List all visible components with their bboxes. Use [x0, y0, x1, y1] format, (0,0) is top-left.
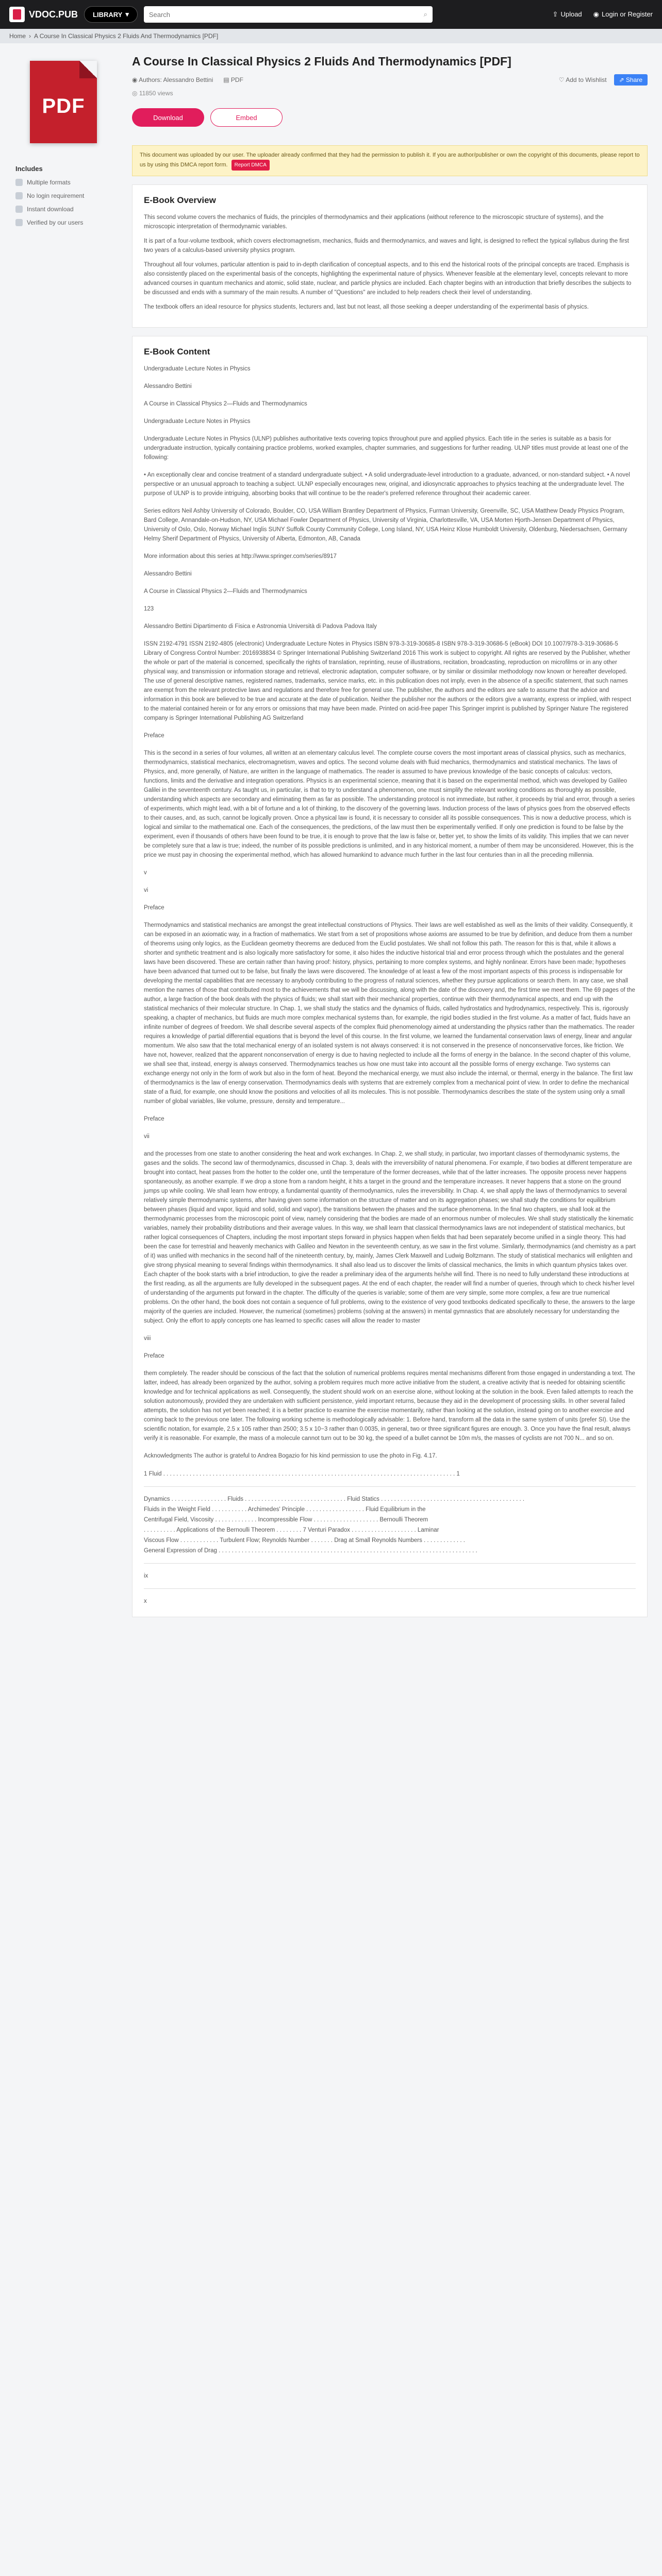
header-actions [553, 10, 653, 19]
overview-paragraph: It is part of a four-volume textbook, which covers electromagnetism, mechanics, fluids and thermodynamics, and waves and light, is designed to reflect the typical syllabus during the first two years of a calculus-based university physics program. [144, 238, 629, 253]
content-paragraph: Acknowledgments The author is grateful to Andrea Bogazio for his kind permission to use the photo in Fig. 4.17. [144, 1453, 437, 1459]
check-icon [15, 206, 23, 213]
cover-fold [79, 61, 97, 78]
site-name: VDOC.PUB [29, 9, 78, 20]
content-card [132, 336, 648, 1617]
share-button[interactable] [614, 74, 648, 86]
content-paragraph: Alessandro Bettini Dipartimento di Fisica e Astronomia Università di Padova Padova Italy [144, 623, 377, 630]
content-paragraph: vi [144, 887, 148, 893]
overview-paragraph: Throughout all four volumes, particular attention is paid to in-depth clarification of conceptual aspects, and to this end the historical roots of the principal concepts are traced. Emphasis is also consistently placed on the experimental basis of the concepts, highlighting the experimental nature of physics. Whenever feasible at the elementary level, concepts relevant to more advanced courses in quantum mechanics and atomic, solid state, nuclear, and particle physics are included. Each chapter begins with an introduction that briefly describes the subjects to be discussed and ends with a summary of the main results. A number of "Questions" are included to help readers check their level of understanding. [144, 262, 632, 296]
content-paragraph: A Course in Classical Physics 2—Fluids and Thermodynamics [144, 401, 307, 407]
toc-line: Dynamics . . . . . . . . . . . . . . . . . Fluids . . . . . . . . . . . . . . . . . . . . . . . . . . . . . . . Fluid Statics . . . . . . . . . . . . . . . . . . . . . . . . . . . . . . . . . . . . . . . . . . . . [144, 1496, 525, 1502]
library-dropdown-button[interactable] [84, 6, 138, 23]
site-logo[interactable] [9, 7, 78, 22]
content-paragraph: Thermodynamics and statistical mechanics are amongst the great intellectual constructions of Physics. Their laws are well established as well as the limits of their validity. Consequently, it can be exposed in an axiomatic way, in a fraction of mathematics. We start from a set of propositions whose axioms are assumed to be true by definition, and deduce from them a number of theorems using only logics, as the Euclidean geometry theorems are deduced from the Euclid postulates. We shall not follow this path. The reason for this is that, while it allows a shorter and synthetic treatment and is also logically more satisfactory for some, it also hides the inductive historical trial and error process through which the postulates and the general laws have been discovered. These are certain rather than having proof: history, physics, pertaining to more complex systems, and highly nonlinear. Errors have been made; hypotheses have been advanced that turned out to be false, but finally the laws were discovered. The knowledge of at least a few of the most important aspects of this process is indispensable for developing the mental capabilities that are necessary to anybody contributing to the progress of natural sciences, whether they pursue applications or search them. In any case, we shall mention the names of those that contributed most to the achievements that we will be discussing, along with the date of the discovery and, the first time we meet them. The 69 pages of the author, a large fraction of the book deals with the physics of fluids; we shall start with their mechanical properties, continue with their thermodynamical aspects, and end up with the statistical mechanics of their molecular structure. In Chap. 1, we shall study the statics and the dynamics of fluids, called hydrostatics and hydrodynamics, respectively. This is, rigorously speaking, a chapter of mechanics, but fluids are much more complex mechanical systems than, for example, the rigid bodies studied in the first volume. As a matter of fact, fluids have an infinite number of degrees of freedom. We shall describe several aspects of the complex fluid phenomenology aimed at understanding the physics rather than the mathematics. The reader requires a knowledge of partial differential equations that is beyond the level of this course. In the first volume, we learned the fundamental conservation laws of energy, linear and angular momentum. We also saw that the total mechanical energy of an isolated system is not always conserved: it is not conserved in the presence of nonconservative forces, like friction. We have not, however, realized that the apparent nonconservation of energy is due to having neglected to include all the forms of energy in the balance. In the second chapter of this volume, we shall see that, instead, energy is always conserved. Thermodynamics teaches us how one must take into account all the possible forms of energy exchange. Two systems can exchange energy not only in the form of work but also in the form of heat. Beyond the mechanical energy, we must also include the internal, or thermal, energy in the balance. The first law of thermodynamics is the law of energy conservation. Thermodynamics deals with systems that are extremely complex from a mechanical point of view. In order to define the mechanical state of a fluid, for example, one should know the positions and velocities of all its molecules. This is not possible. Thermodynamics describes the state of the system using only a small number of global variables, like volume, pressure, density and temperature... [144, 922, 635, 1105]
wishlist-label: Add to Wishlist [566, 76, 607, 83]
search-icon[interactable]: ⌕ [423, 10, 427, 18]
upload-link[interactable] [553, 10, 582, 19]
content-paragraph: This is the second in a series of four volumes, all written at an elementary calculus level. The complete course covers the most important areas of classical physics, such as mechanics, thermodynamics, statistical mechanics, electromagnetism, waves and optics. The second volume deals with fluid mechanics, thermodynamics and statistical mechanics. The laws of Physics, and, more generally, of Nature, are written in the language of mathematics. The reader is assumed to have previous knowledge of the basic concepts of calculus: vectors, functions, limits and the derivative and integration operations. Physics is an experimental science, meaning that it is based on the experimental method, which was developed by Galileo Galilei in the seventeenth century. As taught us, in particular, is that to try to understand a phenomenon, one must simplify the relevant working conditions as thoroughly as possible, understanding which aspects are secondary and eliminating them as far as possible. The understanding protocol is not immediate, but rather, it proceeds by trial and error, through a series of experiments, which might lead, with a bit of fortune and a lot of thinking, to the discovery of the governing laws. Induction process of the laws of physics goes from the observed effects to their causes, and, as such, cannot be logically proven. Once a physical law is found, it is necessary to consider all its possible consequences. This is now a deductive process, which is logical and similar to the mathematical one. Each of the consequences, the predictions, of the law must then be experimentally verified. If only one prediction is found to be false by the experiment, even if thousands of others have been found to be true, it is enough to prove that the law is false or, better yet, to show the limits of its validity. This implies that we can never be completely sure that a law is true; indeed, the number of its possible predictions is unlimited, and in any historical moment, a number of them may be unconsidered. However, this is the price we must pay in choosing the experimental method, which has allowed humankind to advance much further in the last four centuries than in all the preceding millennia. [144, 750, 635, 858]
top-navigation-bar [0, 0, 662, 29]
content-paragraph: Alessandro Bettini [144, 383, 192, 389]
content-paragraph: and the processes from one state to another considering the heat and work exchanges. In Chap. 2, we shall study, in particular, two important classes of thermodynamic systems, the gases and the solids. The second law of thermodynamics, discussed in Chap. 3, deals with the irreversibility of natural phenomena. For example, if two bodies at different temperature are brought into contact, heat passes from the hotter to the colder one, until the temperature of the former decreases, while that of the latter increases. The opposite process never happens spontaneously, as another example. If we drop a stone from a random height, it hits a target in the ground and the temperature increases. It never happens that a stone on the ground jumps up while cooling. We shall learn how entropy, a fundamental quantity of thermodynamics, rules the irreversibility. In Chap. 4, we shall apply the laws of thermodynamics to several relatively simple thermodynamic systems, after having given some information on the structure of matter and on its aggregation phases; we shall study the conditions for equilibrium between phases (liquid and vapor, liquid and solid, solid and vapor), the transitions between the phases and the surface phenomena. In the final two chapters, we shall look at the thermodynamic processes from the microscopic point of view, namely considering that the bodies are made of an enormous number of molecules. We shall study statistically the kinematic variables, namely their probability distributions and their average values. In this way, we shall learn that classical thermodynamics laws are not independent of statistical mechanics, but rather logical consequences of Chapters, including the most important steps forward in physics happen when fields that had been separately become unified in a single theory. This had been the case for terrestrial and heavenly mechanics with Galileo and Newton in the seventeenth century, as we saw in the first volume. Similarly, thermodynamics (and chemistry as a part of it) was unified with mechanics in the second half of the nineteenth century, by, mainly, James Clerk Maxwell and Ludwig Boltzmann. The study of statistical mechanics will enlighten and give strong physical meaning to several findings within thermodynamics. It shall also lead us to discover the limits of classical mechanics, the limits in which quantum physics takes over. Each chapter of the book starts with a brief introduction, to give the reader a preliminary idea of the arguments he/she will find. There is no need to fully understand these introductions at the first reading, as all the arguments are fully developed in the subsequent pages. At the end of each chapter, the reader will find a number of queries, through which to check his/her level of understanding of the arguments put forward in the chapter. The difficulty of the queries is variable; some of them are very simple, some more complex, a few are true numerical problems. On the other hand, the book does not contain a sequence of full problems, owing to the existence of very good textbooks dedicated specifically to these, the answers to the large majority of the queries are included. However, the numerical (sometimes) problems (solving at the answers) in mental gymnastics that are absolutely necessary for understanding the subject. Only the effort to apply concepts one has learned to specific cases will allow the reader to master [144, 1151, 636, 1324]
share-icon: ⇗ [619, 76, 626, 83]
page-number: ix [144, 1573, 148, 1579]
content-paragraph: Undergraduate Lecture Notes in Physics (ULNP) publishes authoritative texts covering topics throughout pure and applied physics. Each title in the series is suitable as a basis for undergraduate instruction, typically containing practice problems, worked examples, chapter summaries, and suggestions for further reading. ULNP titles must provide at least one of the following: [144, 436, 628, 461]
format-text: PDF [230, 76, 243, 83]
include-label: Multiple formats [27, 179, 71, 186]
toc-line: Centrifugal Field, Viscosity . . . . . . . . . . . . . Incompressible Flow . . . . . . . . . . . . . . . . . . . . Bernoulli Theorem [144, 1517, 428, 1523]
breadcrumb-current: A Course In Classical Physics 2 Fluids And Thermodynamics [PDF] [34, 32, 219, 40]
file-icon: ▤ [223, 76, 231, 83]
user-icon: ◉ [132, 76, 139, 83]
upload-label: Upload [560, 10, 582, 18]
breadcrumb-home[interactable]: Home [9, 32, 26, 40]
search-box [144, 6, 433, 23]
includes-title: Includes [15, 165, 43, 173]
content-paragraph: 123 [144, 606, 154, 612]
content-paragraph: A Course in Classical Physics 2—Fluids and Thermodynamics [144, 588, 307, 595]
content-paragraph: Undergraduate Lecture Notes in Physics [144, 418, 251, 425]
include-label: Instant download [27, 206, 74, 213]
notice-text: This document was uploaded by our user. The uploader already confirmed that they had the permission to publish it. If you are author/publisher or own the copyright of this documents, please report to us by using this DMCA report form. [140, 152, 640, 168]
embed-button[interactable]: Embed [210, 108, 283, 127]
include-item [15, 206, 119, 213]
content-paragraph: ISSN 2192-4791 ISSN 2192-4805 (electronic) Undergraduate Lecture Notes in Physics ISBN 978-3-319-30685-8 ISBN 978-3-319-30686-5 (eBook) DOI 10.1007/978-3-319-30686-5 Library of Congress Control Number: 2016938834 © Springer International Publishing Switzerland 2016 This work is subject to copyright. All rights are reserved by the Publisher, whether the whole or part of the material is concerned, specifically the rights of translation, reprinting, reuse of illustrations, recitation, broadcasting, reproduction on microfilms or in any other physical way, and transmission or information storage and retrieval, electronic adaptation, computer software, or by similar or dissimilar methodology now known or hereafter developed. The use of general descriptive names, registered names, trademarks, service marks, etc. in this publication does not imply, even in the absence of a specific statement, that such names are exempt from the relevant protective laws and regulations and therefore free for general use. The publisher, the authors and the editors are safe to assume that the advice and information in this book are believed to be true and accurate at the date of publication. Neither the publisher nor the authors or the editors give a warranty, express or implied, with respect to the material contained herein or for any errors or omissions that may have been made. Printed on acid-free paper This Springer imprint is published by Springer Nature The registered company is Springer International Publishing AG Switzerland [144, 641, 632, 721]
page-body [0, 43, 662, 1617]
overview-paragraph: This second volume covers the mechanics of fluids, the principles of thermodynamics and their applications (without reference to the microscopic structure of systems), and the microscopic interpretation of thermodynamic variables. [144, 214, 604, 230]
upload-icon: ⇪ [552, 10, 558, 18]
content-paragraph: Undergraduate Lecture Notes in Physics [144, 366, 251, 372]
content-paragraph: Preface [144, 905, 164, 911]
download-button[interactable]: Download [132, 108, 204, 127]
content-paragraph: Preface [144, 733, 164, 739]
toc-chapter-line: 1 Fluid . . . . . . . . . . . . . . . . . . . . . . . . . . . . . . . . . . . . . . . . . . . . . . . . . . . . . . . . . . . . . . . . . . . . . . . . . . . . . . . . . . . . . . . . . 1 [144, 1471, 460, 1477]
breadcrumb [0, 29, 662, 43]
user-icon: ◉ [593, 10, 599, 18]
content-heading: E-Book Content [144, 347, 210, 357]
content-paragraph: Alessandro Bettini [144, 571, 192, 577]
check-icon [15, 179, 23, 186]
content-paragraph: viii [144, 1335, 151, 1342]
overview-heading: E-Book Overview [144, 195, 216, 205]
share-label: Share [625, 76, 642, 83]
cover-format-text: PDF [42, 95, 85, 117]
content-paragraph: them completely. The reader should be conscious of the fact that the solution of numerical problems requires mental mechanisms different from those engaged in understanding a text. The latter, indeed, has already been organized by the author, solving a problem requires much more active initiative from the student, a creative activity that is needed for obtaining scientific knowledge and for technical applications as well. Consequently, the student should work on an exercise alone, without looking at the solution in the book. Even failed attempts to reach the solution autonomously, provided they are undertaken with sufficient persistence, yield important returns, because they aid in the development of processing skills. In other several failed attempts, the solution has not yet been reached; it is a better practice to examine the exercise momentarily, rather than looking at the solution, instead going on to another exercise and coming back to the previous one later. The following working scheme is methodologically advisable: 1. Before hand, transform all the data in the same system of units (prefer SI). Use the scientific notation, for example, 2.5 x 105 rather than 2500; 3.5 x 10−3 rather than 0.0035, in general, two or three significant figures are enough. 3. Once you have the final result, always verify it is reasonable. For example, the mass of a molecule cannot turn out to be 30 kg, the speed of a bullet cannot be 10m m/s, the masses of cyclists are not 700 N... and so on. [144, 1370, 635, 1442]
format [223, 76, 243, 83]
main-content [132, 54, 648, 1617]
meta-actions [559, 74, 648, 86]
check-icon [15, 219, 23, 226]
include-label: No login requirement [27, 192, 85, 199]
divider [144, 1588, 636, 1589]
report-dmca-button[interactable]: Report DMCA [231, 160, 270, 171]
overview-card [132, 184, 648, 328]
overview-paragraph: The textbook offers an ideal resource for physics students, lecturers and, last but not least, all those seeking a deeper understanding of the experimental basis of physics. [144, 304, 589, 310]
toc-line: . . . . . . . . . . Applications of the Bernoulli Theorem . . . . . . . . 7 Venturi Paradox . . . . . . . . . . . . . . . . . . . . Laminar [144, 1527, 439, 1533]
content-paragraph: v [144, 870, 147, 876]
include-item [15, 219, 119, 226]
eye-icon: ◎ [132, 90, 139, 97]
check-icon [15, 192, 23, 199]
content-paragraph: • An exceptionally clear and concise treatment of a standard undergraduate subject. • A solid undergraduate-level introduction to a graduate, advanced, or non-standard subject. • A novel perspective or an unusual approach to teaching a subject. ULNP especially encourages new, original, and idiosyncratic approaches to physics teaching at the undergraduate level. The purpose of ULNP is to provide intriguing, absorbing books that will continue to be the reader's preferred reference throughout their academic career. [144, 472, 630, 497]
login-label: Login or Register [602, 10, 653, 18]
divider [144, 1563, 636, 1564]
views-count [132, 90, 648, 97]
authors-text[interactable]: Authors: Alessandro Bettini [139, 76, 213, 83]
authors [132, 76, 213, 83]
logo-icon [9, 7, 25, 22]
login-link[interactable] [593, 10, 653, 19]
content-paragraph: More information about this series at http://www.springer.com/series/8917 [144, 553, 337, 560]
table-of-contents [144, 1469, 636, 1606]
content-paragraph: vii [144, 1133, 150, 1140]
content-paragraph: Series editors Neil Ashby University of Colorado, Boulder, CO, USA William Brantley Department of Physics, Furman University, Greenville, SC, USA Matthew Deady Physics Program, Bard College, Annandale-on-Hudson, NY, USA Michael Fowler Department of Physics, University of Virginia, Charlottesville, VA, USA Morten Hjorth-Jensen Department of Physics, University of Oslo, Oslo, Norway Michael Inglis SUNY Suffolk County Community College, Long Island, NY, USA Heinz Klose Humboldt University, Oldenburg, Niedersachsen, Germany Helmy Sherif Department of Physics, University of Alberta, Edmonton, AB, Canada [144, 508, 627, 542]
book-meta [132, 74, 648, 86]
sidebar [15, 54, 119, 1617]
include-item [15, 179, 119, 186]
include-item [15, 192, 119, 199]
toc-line: Viscous Flow . . . . . . . . . . . . Turbulent Flow; Reynolds Number . . . . . . . Drag at Small Reynolds Numbers . . . . . . . . . . . . . [144, 1537, 465, 1544]
toc-line: General Expression of Drag . . . . . . . . . . . . . . . . . . . . . . . . . . . . . . . . . . . . . . . . . . . . . . . . . . . . . . . . . . . . . . . . . . . . . . . . . . . . . . . [144, 1548, 477, 1554]
book-cover [30, 61, 97, 143]
toc-line: Fluids in the Weight Field . . . . . . . . . . . Archimedes' Principle . . . . . . . . . . . . . . . . . . Fluid Equilibrium in the [144, 1506, 426, 1513]
content-paragraph: Preface [144, 1116, 164, 1122]
library-label: LIBRARY [93, 10, 123, 19]
page-title: A Course In Classical Physics 2 Fluids And Thermodynamics [PDF] [132, 55, 511, 68]
include-label: Verified by our users [27, 219, 84, 226]
breadcrumb-separator: › [29, 32, 31, 40]
action-buttons [132, 108, 648, 127]
divider [144, 1486, 636, 1487]
wishlist-button[interactable] [559, 76, 607, 83]
chevron-down-icon: ▾ [125, 10, 129, 18]
dmca-notice [132, 145, 648, 176]
heart-icon: ♡ [558, 76, 566, 83]
search-input[interactable] [149, 11, 424, 19]
content-paragraph: Preface [144, 1353, 164, 1359]
page-number: x [144, 1598, 147, 1604]
views-text: 11850 views [139, 90, 173, 97]
